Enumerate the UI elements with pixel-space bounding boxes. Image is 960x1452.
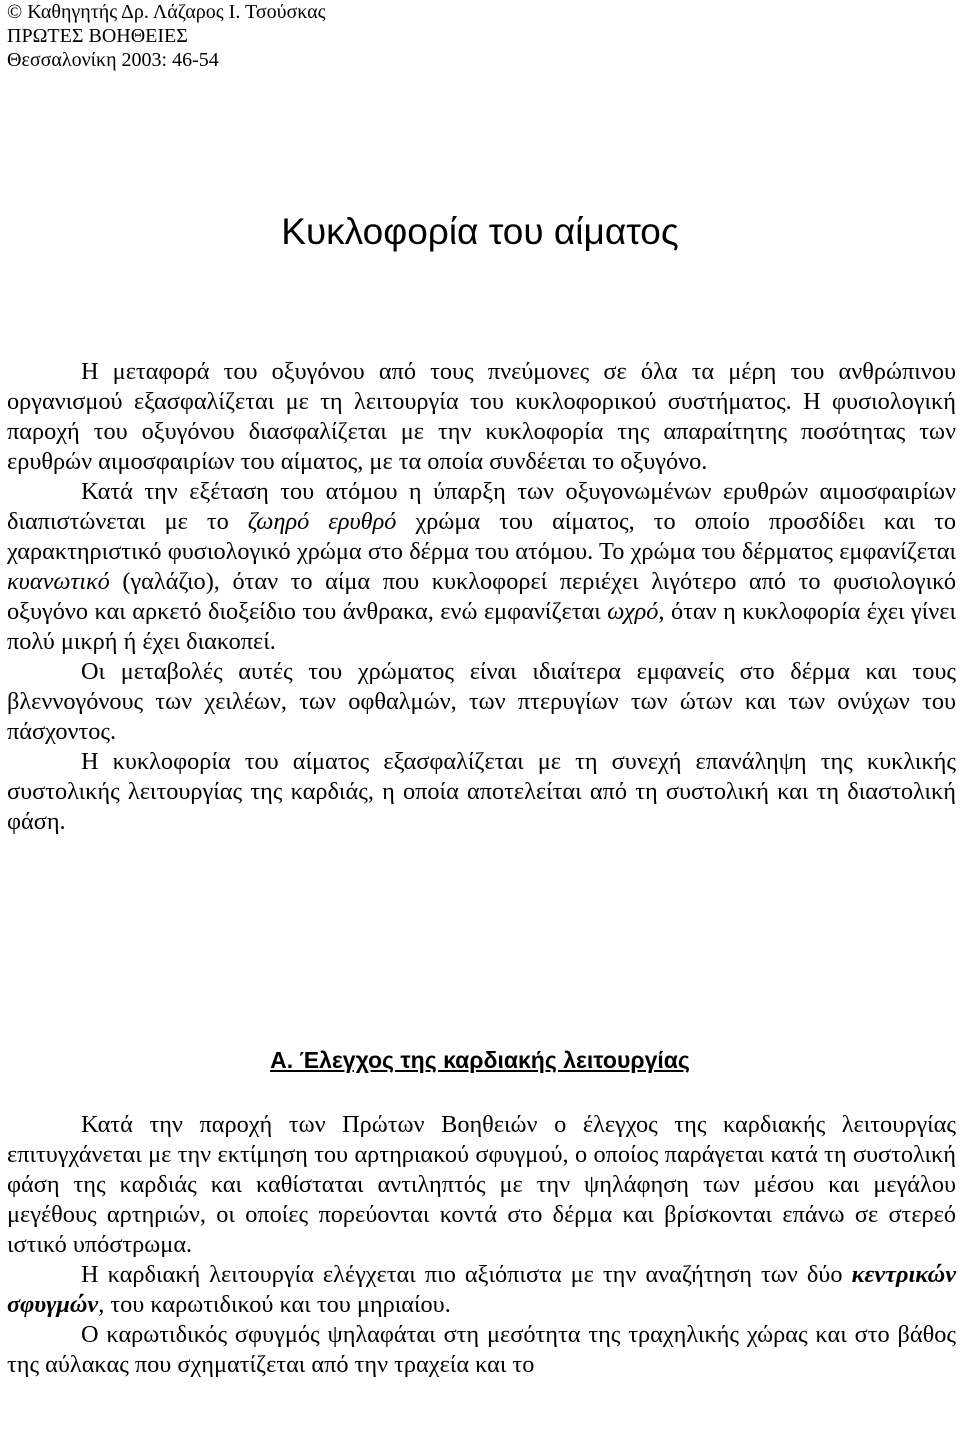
section-a-text [7, 1110, 956, 1380]
section-a-paragraph-1: Κατά την παροχή των Πρώτων Βοηθειών ο έλεγχος της καρδιακής λειτουργίας επιτυγχάνεται με την εκτίμηση του αρτηριακού σφυγμού, ο οποίος παράγεται κατά τη συστολική φάση της καρδιάς και καθίσταται αντιληπτός με την ψηλάφηση των μέσου και μεγάλου μεγέθους αρτηριών, οι οποίες πορεύονται κοντά στο δέρμα και βρίσκονται επάνω σε στερεό ιστικό υπόστρωμα. [7, 1111, 956, 1258]
section-heading-text: Α. Έλεγχος της καρδιακής λειτουργίας [270, 1047, 690, 1073]
bold-italic-text: κεντρικών σφυγμών [7, 1261, 956, 1318]
emphasis-text: ζωηρό ερυθρό [247, 508, 397, 535]
section-a-paragraph-2 [7, 1260, 956, 1320]
text-run: , του καρωτιδικού και του μηριαίου. [98, 1291, 451, 1318]
chapter-title: Κυκλοφορία του αίματος [281, 211, 679, 252]
copyright-author-line: © Καθηγητής Δρ. Λάζαρος Ι. Τσούσκας [7, 1, 326, 23]
text-run: χρώμα του αίματος, το οποίο προσδίδει και το χαρακτηριστικό φυσιολογικό χρώμα στο δέρμα του ατόμου. Το χρώμα του δέρματος εμφανίζεται [7, 508, 956, 565]
publication-line: Θεσσαλονίκη 2003: 46-54 [7, 49, 219, 71]
text-run: Η καρδιακή λειτουργία ελέγχεται πιο αξιόπιστα με την αναζήτηση των δύο [81, 1261, 852, 1288]
book-title-line: ΠΡΩΤΕΣ ΒΟΗΘΕΙΕΣ [7, 25, 188, 47]
section-heading [0, 1045, 960, 1075]
text-run: όταν η κυκλοφορία έχει γίνει πολύ μικρή ή έχει διακοπεί. [7, 598, 956, 655]
emphasis-text: κυανωτικό [7, 568, 110, 595]
emphasis-text: ωχρό, [607, 598, 665, 625]
intro-text [7, 357, 956, 837]
document-header [7, 0, 326, 72]
intro-paragraph-3: Οι μεταβολές αυτές του χρώματος είναι ιδιαίτερα εμφανείς στο δέρμα και τους βλεννογόνους των χειλέων, των οφθαλμών, των πτερυγίων των ώτων και των ονύχων του πάσχοντος. [7, 658, 956, 745]
intro-paragraph-1: Η μεταφορά του οξυγόνου από τους πνεύμονες σε όλα τα μέρη του ανθρώπινου οργανισμού εξασφαλίζεται με τη λειτουργία του κυκλοφορικού συστήματος. Η φυσιολογική παροχή του οξυγόνου διασφαλίζεται με την κυκλοφορία της απαραίτητης ποσότητας των ερυθρών αιμοσφαιρίων του αίματος, με τα οποία συνδέεται το οξυγόνο. [7, 358, 956, 475]
intro-paragraph-2 [7, 477, 956, 657]
text-run: (γαλάζιο), όταν το αίμα που κυκλοφορεί περιέχει λιγότερο από το φυσιολογικό οξυγόνο και αρκετό διοξείδιο του άνθρακα, ενώ εμφανίζεται [7, 568, 956, 625]
intro-paragraph-4: Η κυκλοφορία του αίματος εξασφαλίζεται με τη συνεχή επανάληψη της κυκλικής συστολικής λειτουργίας της καρδιάς, η οποία αποτελείται από τη συστολική και τη διαστολική φάση. [7, 748, 956, 835]
section-a-paragraph-3: Ο καρωτιδικός σφυγμός ψηλαφάται στη μεσότητα της τραχηλικής χώρας και στο βάθος της αύλακας που σχηματίζεται από την τραχεία και το [7, 1321, 956, 1378]
text-run: Κατά την εξέταση του ατόμου η ύπαρξη των οξυγονωμένων ερυθρών αιμοσφαιρίων διαπιστώνεται με το [7, 478, 956, 535]
